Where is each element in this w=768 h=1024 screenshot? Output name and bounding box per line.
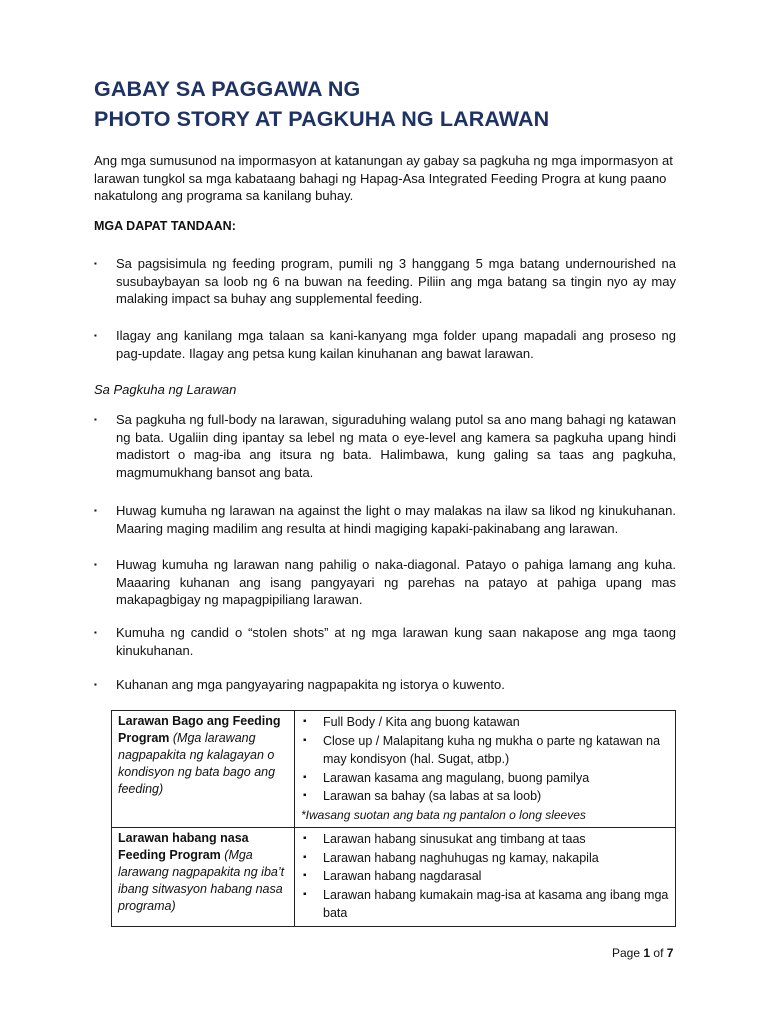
intro-paragraph: Ang mga sumusunod na impormasyon at katanungan ay gabay sa pagkuha ng mga impormasyon at larawan tungkol sa mga kabataang bahagi ng Hapag-Asa Integrated Feeding Progra at kung paano nakatulong ang programa sa kanilang buhay. bbox=[94, 153, 673, 203]
bullet-icon: ▪ bbox=[94, 560, 97, 569]
table-note: *Iwasang suotan ang bata ng pantalon o long sleeves bbox=[301, 807, 586, 822]
row-label-bold: Larawan habang nasa Feeding Program bbox=[118, 831, 249, 862]
table-cell-items bbox=[295, 828, 676, 927]
bullet-text: Kuhanan ang mga pangyayaring nagpapakita ng istorya o kuwento. bbox=[116, 677, 505, 692]
row-label-italic: (Mga larawang nagpapakita ng kalagayan o kondisyon ng bata bago ang feeding) bbox=[118, 731, 276, 796]
bullet-text: Huwag kumuha ng larawan na against the light o may malakas na ilaw sa likod ng kinukuhanan. Maaring maging madilim ang resulta at hindi magiging kapaki-pakinabang ang larawan. bbox=[116, 503, 676, 536]
bullet-text: Ilagay ang kanilang mga talaan sa kani-kanyang mga folder upang mapadali ang proseso ng pag-update. Ilagay ang petsa kung kailan kinuhanan ang bawat larawan. bbox=[116, 328, 676, 361]
bullet-text: Sa pagsisimula ng feeding program, pumili ng 3 hanggang 5 mga batang undernourished na susubaybayan sa loob ng 6 na buwan na feeding. Piliin ang mga batang sa tingin nyo ay may malaking impact sa buhay ang supplemental feeding. bbox=[116, 256, 676, 306]
list-item: ▪ Larawan habang kumakain mag-isa at kasama ang ibang mga bata bbox=[301, 886, 669, 923]
list-item: ▪ Larawan habang naghuhugas ng kamay, nakapila bbox=[301, 849, 669, 868]
page-total: 7 bbox=[666, 946, 674, 960]
bullet-item bbox=[94, 624, 676, 659]
bullet-icon: ▪ bbox=[94, 259, 97, 268]
bullet-icon: ▪ bbox=[94, 628, 97, 637]
bullet-item bbox=[94, 255, 676, 308]
list-item: ▪ Larawan kasama ang magulang, buong pamilya bbox=[301, 769, 669, 788]
bullet-item bbox=[94, 327, 676, 362]
of-word: of bbox=[653, 946, 664, 960]
bullet-text: Huwag kumuha ng larawan nang pahilig o naka-diagonal. Patayo o pahiga lamang ang kuha. Maaaring kuhanan ang isang pangyayari ng parehas na patayo at pahiga upang mas makapagbigay ng mapagpipiliang larawan. bbox=[116, 557, 676, 607]
table-row bbox=[112, 711, 676, 828]
bullet-text: Kumuha ng candid o “stolen shots” at ng mga larawan kung saan nakapose ang mga taong kinukuhanan. bbox=[116, 625, 676, 658]
bullet-icon: ▪ bbox=[94, 680, 97, 689]
list-item: ▪ Larawan sa bahay (sa labas at sa loob) bbox=[301, 787, 669, 806]
title-line-2: PHOTO STORY AT PAGKUHA NG LARAWAN bbox=[94, 107, 550, 131]
list-item: ▪ Larawan habang nagdarasal bbox=[301, 867, 669, 886]
table-row bbox=[112, 828, 676, 927]
bullet-item bbox=[94, 411, 676, 481]
item-list bbox=[301, 830, 669, 923]
bullet-icon: ▪ bbox=[94, 506, 97, 515]
item-list bbox=[301, 713, 669, 806]
list-item: ▪ Larawan habang sinusukat ang timbang at taas bbox=[301, 830, 669, 849]
section-heading: MGA DAPAT TANDAAN: bbox=[94, 219, 236, 233]
page-word: Page bbox=[612, 946, 641, 960]
table-cell-label bbox=[112, 828, 295, 927]
subheading: Sa Pagkuha ng Larawan bbox=[94, 382, 237, 397]
page-current: 1 bbox=[643, 946, 651, 960]
bullet-item bbox=[94, 676, 676, 694]
table-cell-items bbox=[295, 711, 676, 828]
bullet-item bbox=[94, 556, 676, 609]
table-cell-label bbox=[112, 711, 295, 828]
row-label-bold: Larawan Bago ang Feeding Program bbox=[118, 714, 281, 745]
photo-guide-table bbox=[111, 710, 676, 927]
bullet-text: Sa pagkuha ng full-body na larawan, siguraduhing walang putol sa ano mang bahagi ng katawan ng bata. Ugaliin ding ipantay sa lebel ng mata o eye-level ang kamera sa pagkuha upang hindi madistort o mag-iba ang itsura ng bata. Halimbawa, kung galing sa taas ang pagkuha, magmumukhang bansot ang bata. bbox=[116, 412, 676, 480]
list-item: ▪ Full Body / Kita ang buong katawan bbox=[301, 713, 669, 732]
bullet-icon: ▪ bbox=[94, 415, 97, 424]
title-line-1: GABAY SA PAGGAWA NG bbox=[94, 77, 361, 101]
document-title bbox=[94, 74, 549, 134]
list-item: ▪ Close up / Malapitang kuha ng mukha o parte ng katawan na may kondisyon (hal. Sugat, atbp.) bbox=[301, 732, 669, 769]
page-footer bbox=[612, 946, 673, 960]
bullet-item bbox=[94, 502, 676, 537]
row-label-italic: (Mga larawang nagpapakita ng iba’t ibang sitwasyon habang nasa programa) bbox=[118, 848, 285, 913]
bullet-icon: ▪ bbox=[94, 331, 97, 340]
